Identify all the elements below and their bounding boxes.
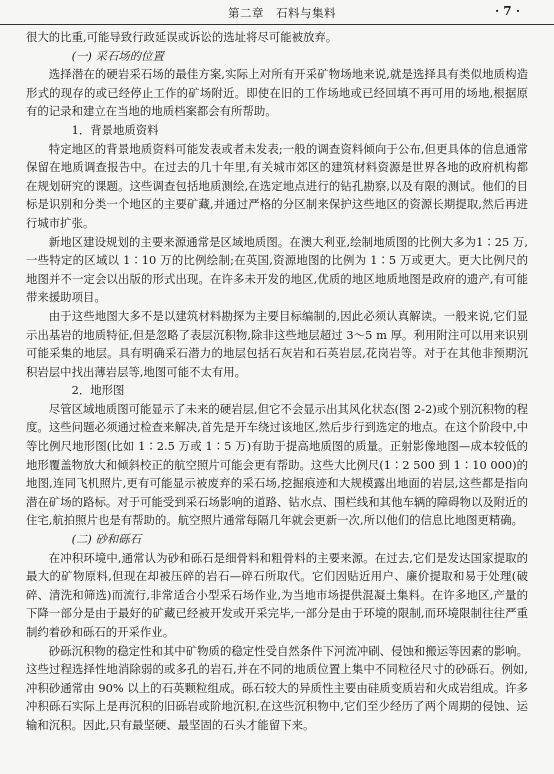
paragraph: 特定地区的背景地质资料可能发表或者未发表;一般的调查资料倾向于公布,但更具体的信息通常保留在地质调查报告中。在过去的几十年里,有关城市郊区的建筑材料资源是世界各地的政府机构都在规划研究的课题。这些调查包括地质测绘,在选定地点进行的钻孔勘察,以及有限的测试。他们的目标是识别和分类一个地区的主要矿藏,并通过严格的分区制来保护这些地区的资源长期提取,然后再进行城市扩张。 [26, 141, 528, 230]
section-heading: (一) 采石场的位置 [71, 48, 164, 63]
section-heading: (二) 砂和砾石 [71, 532, 142, 547]
chapter-title: 第二章 石料与集料 [228, 6, 336, 20]
subsection-heading: 2．地形图 [71, 383, 125, 398]
page-number: · 7 · [494, 4, 520, 18]
paragraph: 新地区建设规划的主要来源通常是区域地质图。在澳大利亚,绘制地质图的比例大多为1∶25 万,一些特定的区域以 1∶10 万的比例绘制;在英国,资源地图的比例为 1∶5 万或更大。更大比例尺的地图并不一定会以出版的形式出现。在许多未开发的地区,优质的地区地质地图是政府的遗产,有可能带来援助项目。 [26, 234, 528, 305]
body-text [26, 28, 528, 735]
running-header [0, 0, 554, 25]
paragraph: 很大的比重,可能导致行政延误或诉讼的选址将尽可能被放弃。 [26, 30, 338, 44]
paragraph: 选择潜在的硬岩采石场的最佳方案,实际上对所有开采矿物场地来说,就是选择具有类似地质构造形式的现存的或已经停止工作的矿场附近。即使在旧的工作场地或已经回填不再可用的场地,根据原有的记录和建立在当地的地质档案都会有所帮助。 [26, 67, 528, 119]
subsection-heading: 1．背景地质资料 [71, 122, 159, 137]
paragraph: 砂砾沉积物的稳定性和其中矿物质的稳定性受自然条件下河流冲刷、侵蚀和搬运等因素的影响。这些过程选择性地消除弱的或多孔的岩石,并在不同的地质位置上集中不同粒径尺寸的砂砾石。例如,冲积砂通常由 90% 以上的石英颗粒组成。砾石较大的异质性主要由硅质变质岩和火成岩组成。许多冲积砾石实际上是再沉积的旧砾岩或阶地沉积,在这些沉积物中,它们至少经历了两个周期的侵蚀、运输和沉积。因此,只有最坚硬、最坚固的石头才能留下来。 [26, 643, 528, 732]
paragraph: 尽管区域地质图可能显示了未来的硬岩层,但它不会显示出其风化状态(图 2-2)或个别沉积物的程度。这些问题必须通过检查来解决,首先是开车绕过该地区,然后步行到选定的地点。在这个阶段中,中等比例尺地形图(比如 1∶2.5 万或 1∶5 万)有助于提高地质图的质量。正射影像地图—成本较低的地形覆盖物放大和倾斜校正的航空照片可能会更有帮助。这些大比例尺(1∶2 500 到 1∶10 000)的地图,连同飞机照片,更有可能显示被废弃的采石场,挖掘痕迹和大规模露出地面的岩层,这些都是指向潜在矿场的路标。对于可能受到采石场影响的道路、钻水点、围栏线和其他车辆的障碍物以及附近的住宅,航拍照片也是有帮助的。航空照片通常每隔几年就会更新一次,所以他们的信息比地图更精确。 [26, 401, 528, 528]
paragraph: 在冲积环境中,通常认为砂和砾石是细骨料和粗骨料的主要来源。在过去,它们是发达国家提取的最大的矿物原料,但现在却被压碎的岩石—碎石所取代。它们因贴近用户、廉价提取和易于处理(破碎、清洗和筛选)而流行,非常适合小型采石场作业,为当地市场提供混凝土集料。在许多地区,产量的下降一部分是由于最好的矿藏已经被开发或开采完毕,一部分是由于环境的限制,而环境限制往往严重制约着砂和砾石的开采作业。 [26, 550, 528, 639]
paragraph: 由于这些地图大多不是以建筑材料勘探为主要目标编制的,因此必须认真解读。一般来说,它们显示出基岩的地质特征,但是忽略了表层沉积物,除非这些地层超过 3～5 m 厚。利用附注可以用来识别可能采集的地层。具有明确采石潜力的地层包括石灰岩和石英岩层,花岗岩等。对于在其他非预期沉积岩层中找出薄岩层等,地图可能不太有用。 [26, 308, 528, 379]
